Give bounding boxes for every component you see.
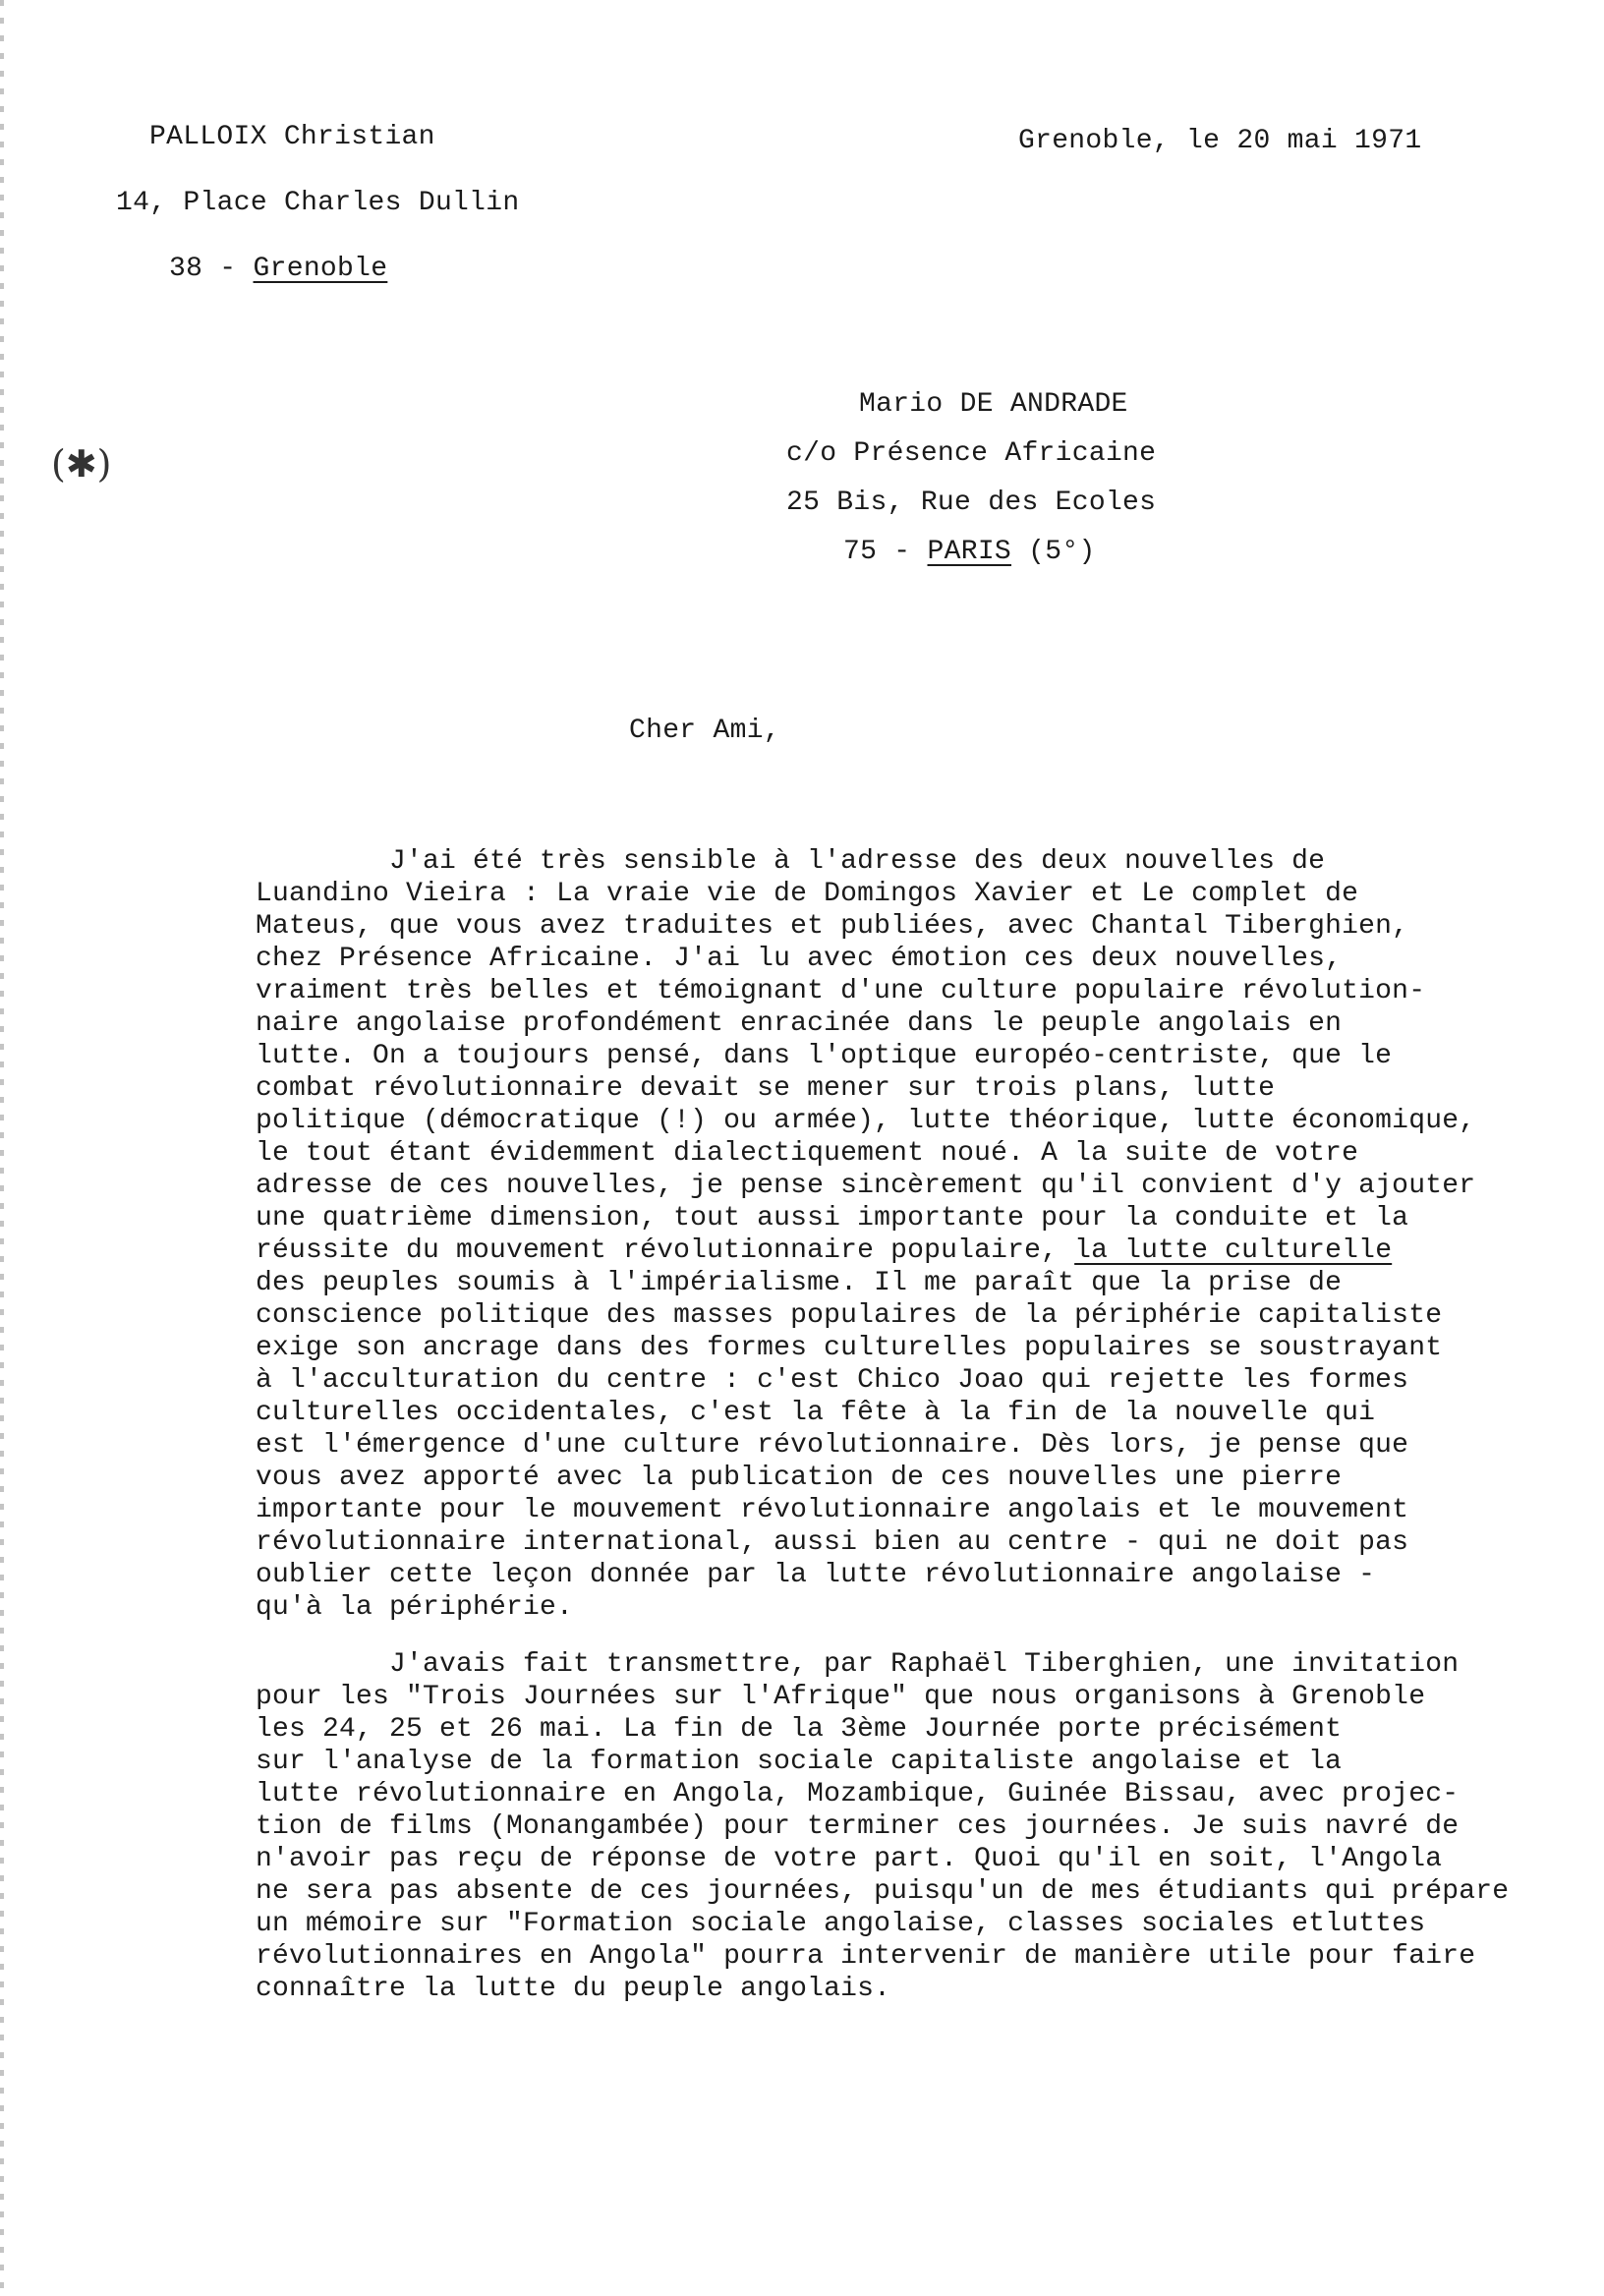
recipient-care-of: c/o Présence Africaine [786, 438, 1157, 469]
paragraph-1-line: révolutionnaire international, aussi bien au centre - qui ne doit pas [256, 1527, 1409, 1558]
paragraph-2-line: ne sera pas absente de ces journées, puisqu'un de mes étudiants qui prépare [256, 1876, 1510, 1907]
recipient-city-prefix: 75 - [843, 537, 928, 567]
body-paragraph-2 [256, 1648, 1509, 2005]
paragraph-1-line: vous avez apporté avec la publication de ces nouvelles une pierre [256, 1463, 1343, 1493]
paragraph-1-line: politique (démocratique (!) ou armée), lutte théorique, lutte économique, [256, 1106, 1476, 1136]
body-paragraph-1 [256, 845, 1475, 1624]
sender-street: 14, Place Charles Dullin [116, 188, 520, 218]
paragraph-2-line: les 24, 25 et 26 mai. La fin de la 3ème Journée porte précisément [256, 1714, 1343, 1745]
paragraph-1-line: chez Présence Africaine. J'ai lu avec émotion ces deux nouvelles, [256, 944, 1343, 974]
paragraph-1-line: lutte. On a toujours pensé, dans l'optique européo-centriste, que le [256, 1041, 1393, 1071]
paragraph-1-line: importante pour le mouvement révolutionnaire angolais et le mouvement [256, 1495, 1409, 1525]
paragraph-2-line: n'avoir pas reçu de réponse de votre part. Quoi qu'il en soit, l'Angola [256, 1844, 1443, 1874]
paragraph-1-line: culturelles occidentales, c'est la fête à la fin de la nouvelle qui [256, 1398, 1376, 1428]
paragraph-2-line: pour les "Trois Journées sur l'Afrique" que nous organisons à Grenoble [256, 1682, 1426, 1712]
paragraph-1-line-with-underline [256, 1234, 1475, 1267]
paragraph-2-line: révolutionnaires en Angola" pourra intervenir de manière utile pour faire [256, 1941, 1476, 1972]
sender-name: PALLOIX Christian [149, 122, 435, 152]
underlined-phrase: la lutte culturelle [1074, 1235, 1393, 1266]
sender-city: Grenoble [253, 254, 388, 284]
greeting: Cher Ami, [629, 716, 780, 746]
paragraph-2-line: connaître la lutte du peuple angolais. [256, 1974, 891, 2004]
letter-date: Grenoble, le 20 mai 1971 [1018, 126, 1422, 156]
paragraph-1-line: J'ai été très sensible à l'adresse des deux nouvelles de [256, 846, 1326, 877]
paragraph-1-line: conscience politique des masses populaires de la périphérie capitaliste [256, 1300, 1443, 1331]
sender-city-prefix: 38 - [169, 254, 254, 284]
paragraph-1-line-start: réussite du mouvement révolutionnaire populaire, [256, 1235, 1075, 1266]
paragraph-1-line: combat révolutionnaire devait se mener sur trois plans, lutte [256, 1073, 1276, 1104]
paragraph-2-line: lutte révolutionnaire en Angola, Mozambique, Guinée Bissau, avec projec- [256, 1779, 1460, 1809]
paragraph-1-line: vraiment très belles et témoignant d'une culture populaire révolution- [256, 976, 1426, 1006]
recipient-city-suffix: (5°) [1011, 537, 1096, 567]
recipient-name: Mario DE ANDRADE [859, 389, 1128, 420]
paragraph-1-line: Luandino Vieira : La vraie vie de Domingos Xavier et Le complet de [256, 879, 1359, 909]
paragraph-1-line: naire angolaise profondément enracinée dans le peuple angolais en [256, 1008, 1343, 1039]
paragraph-2-line: un mémoire sur "Formation sociale angolaise, classes sociales etluttes [256, 1909, 1426, 1939]
recipient-street: 25 Bis, Rue des Ecoles [786, 488, 1157, 518]
paragraph-1-line: à l'acculturation du centre : c'est Chico Joao qui rejette les formes [256, 1365, 1409, 1396]
sender-city-line [169, 254, 387, 285]
paragraph-1-line: Mateus, que vous avez traduites et publiées, avec Chantal Tiberghien, [256, 911, 1409, 942]
handwritten-asterisk-mark: (✱) [51, 442, 112, 486]
paragraph-1-line: exige son ancrage dans des formes culturelles populaires se soustrayant [256, 1333, 1443, 1363]
paragraph-1-line: adresse de ces nouvelles, je pense sincèrement qu'il convient d'y ajouter [256, 1171, 1476, 1201]
recipient-city: PARIS [927, 537, 1012, 567]
paragraph-2-line: tion de films (Monangambée) pour terminer ces journées. Je suis navré de [256, 1811, 1460, 1842]
scan-edge-marks [0, 0, 4, 2296]
recipient-city-line [843, 537, 1096, 568]
paragraph-1-line: une quatrième dimension, tout aussi importante pour la conduite et la [256, 1203, 1409, 1234]
paragraph-1-line: qu'à la périphérie. [256, 1592, 574, 1623]
paragraph-2-line: J'avais fait transmettre, par Raphaël Tiberghien, une invitation [256, 1649, 1460, 1680]
paragraph-1-line: des peuples soumis à l'impérialisme. Il me paraît que la prise de [256, 1268, 1343, 1298]
paragraph-1-line: le tout étant évidemment dialectiquement noué. A la suite de votre [256, 1138, 1359, 1169]
paragraph-1-line: est l'émergence d'une culture révolutionnaire. Dès lors, je pense que [256, 1430, 1409, 1461]
paragraph-2-line: sur l'analyse de la formation sociale capitaliste angolaise et la [256, 1747, 1343, 1777]
paragraph-1-line: oublier cette leçon donnée par la lutte révolutionnaire angolaise - [256, 1560, 1376, 1590]
